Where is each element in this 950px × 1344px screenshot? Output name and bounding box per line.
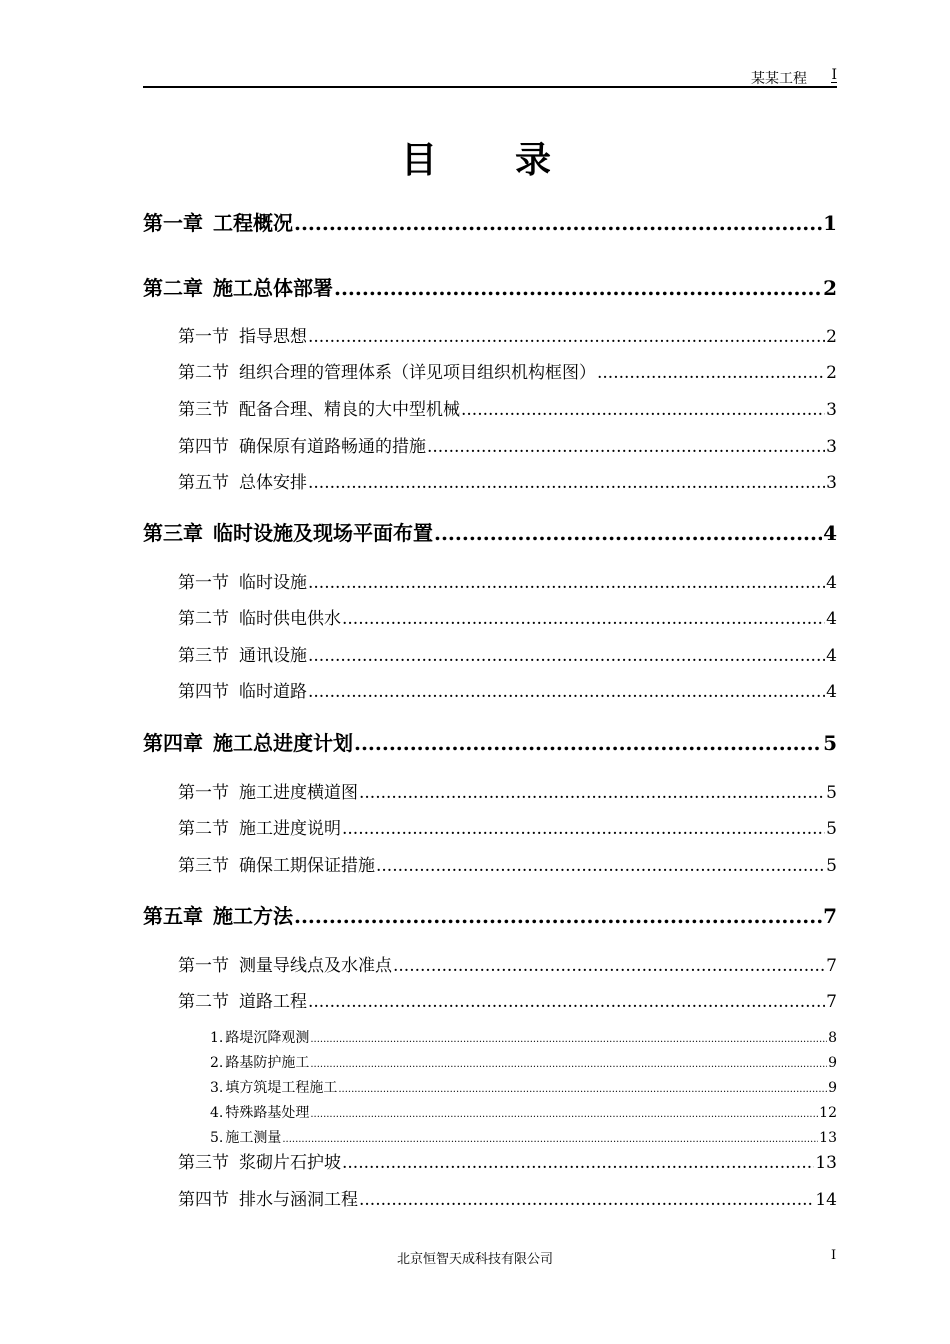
toc-entry-leader [310,1109,818,1120]
toc-entry-number: 第三节 [178,1153,229,1172]
toc-entry-number: 5. [210,1130,224,1146]
page-title: 目录 [400,140,629,181]
toc-entry-number: 第二节 [178,992,229,1011]
toc-entry[interactable] [178,322,837,346]
toc-entry-text: 总体安排 [239,473,307,492]
toc-entry[interactable] [178,395,837,419]
footer-company: 北京恒智天成科技有限公司 [396,1252,553,1267]
toc-entry[interactable] [143,207,837,235]
toc-entry-leader [308,473,825,492]
toc-entry-page: 5 [826,856,837,875]
toc-entry-number: 第三章 [143,521,203,545]
toc-entry-leader [308,327,825,346]
toc-entry-page: 2 [826,327,837,346]
toc-entry-page: 2 [823,276,837,300]
toc-entry-page: 1 [823,211,837,235]
toc-entry-leader [342,609,825,628]
toc-entry-number: 第一节 [178,783,229,802]
toc-entry-page: 13 [819,1130,837,1146]
toc-entry-leader [376,856,825,875]
toc-entry-number: 第五节 [178,473,229,492]
toc-entry-text: 施工总体部署 [213,276,333,300]
toc-entry-page: 5 [826,819,837,838]
toc-entry-page: 4 [826,573,837,592]
toc-entry-label [178,322,307,346]
toc-entry-leader [282,1134,818,1145]
toc-entry-page: 14 [815,1190,837,1209]
toc-entry-text: 指导思想 [239,327,307,346]
toc-entry[interactable] [143,727,837,755]
toc-entry-leader [342,819,825,838]
toc-entry-leader [427,437,825,456]
toc-entry[interactable] [210,1127,837,1147]
toc-entry-number: 第四章 [143,731,203,755]
toc-entry-label [178,432,426,456]
toc-entry-label [178,778,358,802]
toc-entry-label [178,468,307,492]
toc-entry-number: 第一节 [178,573,229,592]
toc-entry-page: 7 [826,992,837,1011]
toc-entry-label [178,568,307,592]
toc-entry-page: 12 [819,1105,837,1121]
toc-entry-number: 2. [210,1055,224,1071]
toc-entry-leader [597,363,825,382]
toc-entry-label [178,1148,341,1172]
toc-entry-page: 4 [826,682,837,701]
toc-entry-number: 第三节 [178,400,229,419]
toc-entry[interactable] [178,1148,837,1172]
toc-entry-number: 4. [210,1105,224,1121]
toc-entry[interactable] [210,1027,837,1047]
toc-entry-number: 第三节 [178,856,229,875]
toc-entry-label [178,604,341,628]
toc-entry-text: 路堤沉降观测 [225,1030,310,1046]
toc-entry-text: 临时道路 [239,682,307,701]
toc-entry-page: 4 [823,521,837,545]
toc-entry-text: 组织合理的管理体系（详见项目组织机构框图） [239,363,596,382]
toc-entry-text: 施工测量 [225,1130,282,1146]
toc-entry-text: 配备合理、精良的大中型机械 [239,400,460,419]
toc-entry-leader [342,1153,814,1172]
toc-entry-text: 特殊路基处理 [225,1105,310,1121]
toc-entry-text: 工程概况 [213,211,293,235]
toc-entry[interactable] [143,900,837,928]
toc-entry-number: 第三节 [178,646,229,665]
toc-entry-page: 3 [826,437,837,456]
page-header [143,66,837,88]
toc-entry-number: 第二节 [178,363,229,382]
toc-entry-page: 5 [826,783,837,802]
toc-entry-number: 第四节 [178,1190,229,1209]
toc-entry-leader [461,400,825,419]
toc-entry[interactable] [178,814,837,838]
toc-entry[interactable] [143,272,837,300]
toc-entry-label [178,951,392,975]
toc-entry-number: 第二节 [178,819,229,838]
toc-entry[interactable] [178,951,837,975]
toc-entry[interactable] [178,641,837,665]
toc-entry-text: 排水与涵洞工程 [239,1190,358,1209]
toc-entry-page: 5 [823,731,837,755]
toc-entry-leader [393,956,825,975]
header-title: 某某工程 [751,71,807,87]
toc-entry-text: 填方筑堤工程施工 [225,1080,338,1096]
toc-entry-label [178,395,460,419]
toc-entry-leader [308,682,825,701]
toc-entry-leader [359,1190,814,1209]
toc-entry-page: 4 [826,646,837,665]
toc-entry-text: 通讯设施 [239,646,307,665]
toc-entry[interactable] [178,468,837,492]
toc-entry-label [178,677,307,701]
toc-entry-leader [310,1034,827,1045]
toc-entry-label [210,1027,309,1047]
toc-entry-text: 确保原有道路畅通的措施 [239,437,426,456]
page-footer [0,1248,950,1267]
toc-entry-page: 8 [828,1030,837,1046]
toc-entry[interactable] [210,1052,837,1072]
toc-entry-text: 临时供电供水 [239,609,341,628]
toc-entry-label [178,1185,358,1209]
toc-entry-number: 第一章 [143,211,203,235]
toc-entry-leader [294,211,822,235]
toc-entry-leader [434,521,822,545]
toc-entry-label [210,1052,309,1072]
toc-entry-label [143,272,333,300]
toc-entry-leader [338,1084,827,1095]
toc-entry-page: 4 [826,609,837,628]
toc-entry-label [143,207,293,235]
toc-entry-leader [354,731,822,755]
toc-entry-text: 路基防护施工 [225,1055,310,1071]
toc-entry[interactable] [178,1185,837,1209]
toc-entry-leader [308,992,825,1011]
toc-entry-label [210,1077,337,1097]
toc-entry-leader [334,276,822,300]
toc-entry-number: 第四节 [178,682,229,701]
toc-entry-number: 1. [210,1030,224,1046]
toc-entry-label [143,517,433,545]
toc-entry-label [178,814,341,838]
toc-entry[interactable] [178,677,837,701]
toc-entry-number: 第二章 [143,276,203,300]
toc-entry[interactable] [178,987,837,1011]
toc-entry-leader [359,783,825,802]
toc-entry-number: 第四节 [178,437,229,456]
toc-entry-label [178,358,596,382]
toc-entry-label [178,851,375,875]
toc-entry[interactable] [178,778,837,802]
toc-entry[interactable] [210,1102,837,1122]
toc-entry-label [210,1127,281,1147]
toc-entry-number: 3. [210,1080,224,1096]
toc-entry-text: 道路工程 [239,992,307,1011]
toc-entry-page: 13 [815,1153,837,1172]
toc-entry[interactable] [178,604,837,628]
toc-entry[interactable] [178,432,837,456]
toc-entry-label [178,641,307,665]
header-page-number: I [831,67,837,83]
toc-entry-leader [308,646,825,665]
toc-entry-number: 第五章 [143,904,203,928]
toc-entry-text: 施工进度横道图 [239,783,358,802]
toc-entry-leader [294,904,822,928]
toc-entry-leader [310,1059,827,1070]
toc-entry-number: 第二节 [178,609,229,628]
toc-entry-page: 9 [828,1055,837,1071]
toc-entry-text: 临时设施及现场平面布置 [213,521,433,545]
toc-entry[interactable] [210,1077,837,1097]
toc-entry-text: 临时设施 [239,573,307,592]
toc-entry-page: 2 [826,363,837,382]
toc-entry[interactable] [178,851,837,875]
toc-entry-label [178,987,307,1011]
toc-entry-text: 确保工期保证措施 [239,856,375,875]
toc-entry-leader [308,573,825,592]
toc-entry-text: 施工方法 [213,904,293,928]
toc-entry-page: 3 [826,473,837,492]
toc-entry-page: 7 [823,904,837,928]
toc-entry-number: 第一节 [178,327,229,346]
toc-entry-text: 施工进度说明 [239,819,341,838]
toc-entry-label [143,900,293,928]
toc-entry[interactable] [178,568,837,592]
toc-entry-label [143,727,353,755]
toc-entry-label [210,1102,309,1122]
toc-entry-page: 3 [826,400,837,419]
footer-page-number: I [831,1248,837,1263]
toc-entry-page: 9 [828,1080,837,1096]
toc-entry[interactable] [178,358,837,382]
toc-entry-text: 测量导线点及水准点 [239,956,392,975]
toc-entry-number: 第一节 [178,956,229,975]
toc-entry[interactable] [143,517,837,545]
toc-entry-text: 施工总进度计划 [213,731,353,755]
toc-entry-text: 浆砌片石护坡 [239,1153,341,1172]
toc-entry-page: 7 [826,956,837,975]
